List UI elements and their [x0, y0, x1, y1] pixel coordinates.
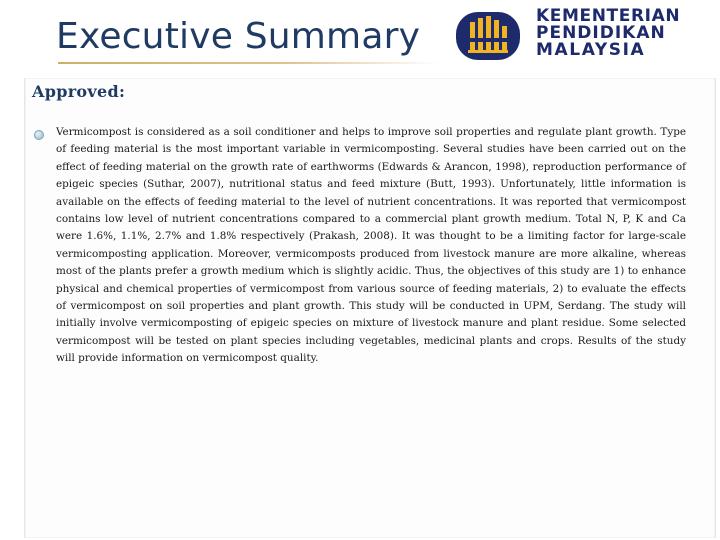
- bullet-icon: [34, 130, 44, 140]
- section-heading: Approved:: [32, 82, 126, 101]
- logo-line-1: KEMENTERIAN: [536, 6, 681, 26]
- ministry-emblem-icon: [456, 8, 520, 64]
- summary-paragraph: Vermicompost is considered as a soil conditioner and helps to improve soil properties and regulate plant growth. Type of feeding material is the most important variable in vermicomposting. Several studies have been carried out on the effect of feeding material on the growth rate of earthworms (Edwards & Arancon, 1998), reproduction performance of epigeic species (Suthar, 2007), nutritional status and feed mixture (Butt, 1993). Unfortunately, little information is available on the effects of feeding material to the level of nutrient concentrations. It was reported that vermicompost contains low level of nutrient concentrations compared to a commercial plant growth medium. Total N, P, K and Ca were 1.6%, 1.1%, 2.7% and 1.8% respectively (Prakash, 2008). It was thought to be a limiting factor for large-scale vermicomposting application. Moreover, vermicomposts produced from livestock manure are more alkaline, whereas most of the plants prefer a growth medium which is slightly acidic. Thus, the objectives of this study are 1) to enhance physical and chemical properties of vermicompost from various source of feeding materials, 2) to evaluate the effects of vermicompost on soil properties and plant growth. This study will be conducted in UPM, Serdang. The study will initially involve vermicomposting of epigeic species on mixture of livestock manure and plant residue. Some selected vermicompost will be tested on plant species including vegetables, medicinal plants and crops. Results of the study will provide information on vermicompost quality.: [56, 126, 686, 365]
- title-area: [0, 0, 440, 72]
- logo-line-3: MALAYSIA: [536, 40, 646, 60]
- logo-wordmark: [536, 8, 680, 59]
- ministry-logo: [446, 0, 720, 72]
- title-underline: [58, 62, 440, 64]
- slide-title: Executive Summary: [56, 16, 421, 57]
- logo-line-2: PENDIDIKAN: [536, 23, 666, 43]
